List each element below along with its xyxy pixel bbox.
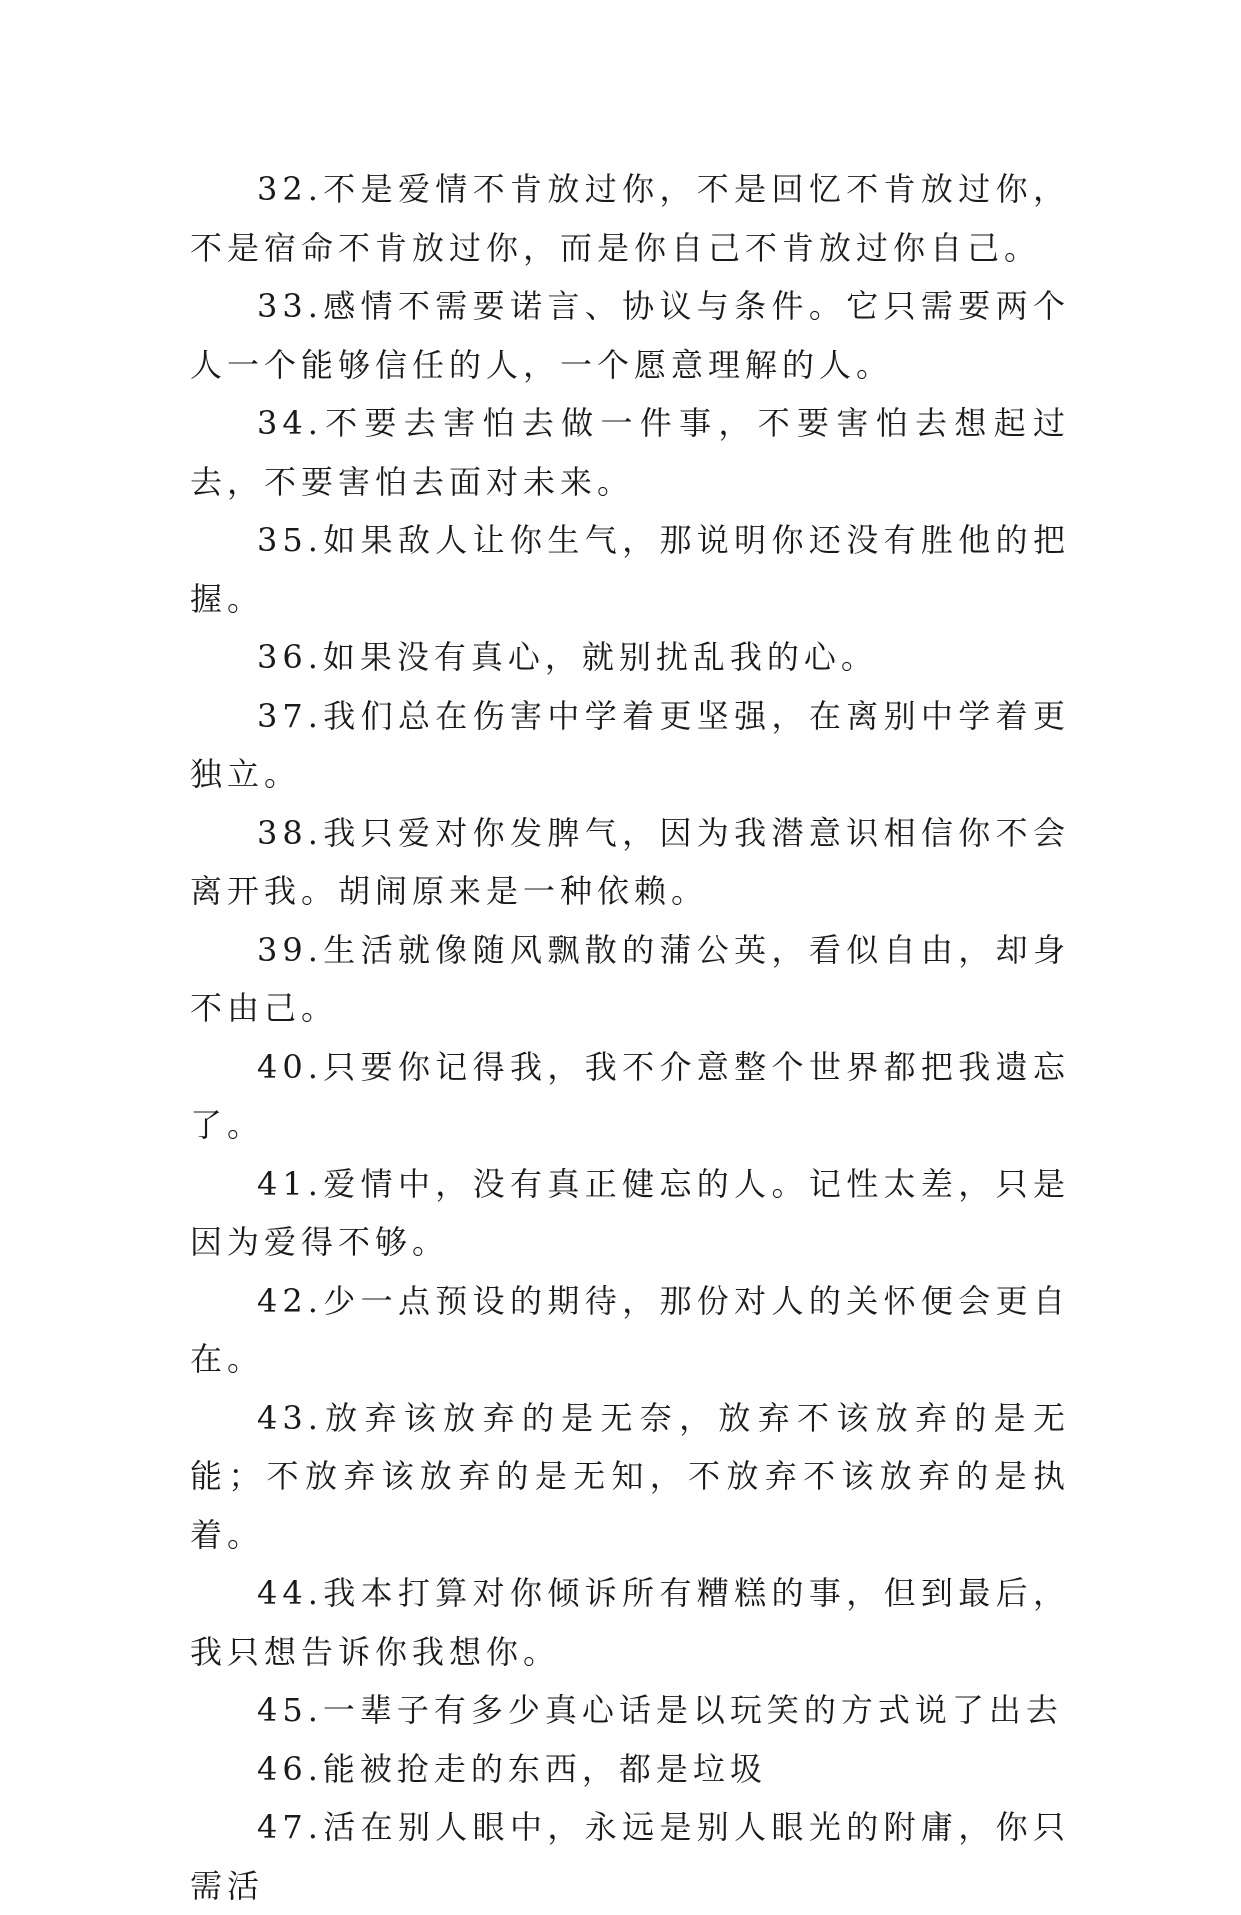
paragraph-37: 37.我们总在伤害中学着更坚强，在离别中学着更独立。 (190, 696, 1070, 793)
paragraph-44: 44.我本打算对你倾诉所有糟糕的事，但到最后，我只想告诉你我想你。 (190, 1574, 1070, 1671)
paragraph-36: 36.如果没有真心，就别扰乱我的心。 (257, 638, 878, 676)
paragraph-35: 35.如果敌人让你生气，那说明你还没有胜他的把握。 (190, 521, 1070, 618)
paragraph-32: 32.不是爱情不肯放过你，不是回忆不肯放过你，不是宿命不肯放过你，而是你自己不肯放过你自己。 (190, 170, 1070, 267)
paragraph-47: 47.活在别人眼中，永远是别人眼光的附庸，你只需活 (190, 1808, 1070, 1905)
paragraph-34: 34.不要去害怕去做一件事，不要害怕去想起过去，不要害怕去面对未来。 (190, 404, 1070, 501)
paragraph-42: 42.少一点预设的期待，那份对人的关怀便会更自在。 (190, 1281, 1070, 1378)
paragraph-46: 46.能被抢走的东西，都是垃圾 (257, 1749, 767, 1788)
paragraph-45: 45.一辈子有多少真心话是以玩笑的方式说了出去 (257, 1691, 1063, 1729)
paragraph-33: 33.感情不需要诺言、协议与条件。它只需要两个人一个能够信任的人，一个愿意理解的人。 (190, 287, 1070, 384)
paragraph-40: 40.只要你记得我，我不介意整个世界都把我遗忘了。 (190, 1047, 1070, 1144)
paragraph-38: 38.我只爱对你发脾气，因为我潜意识相信你不会离开我。胡闹原来是一种依赖。 (190, 813, 1070, 910)
paragraph-39: 39.生活就像随风飘散的蒲公英，看似自由，却身不由己。 (190, 930, 1070, 1027)
document-body (190, 160, 1070, 1915)
paragraph-41: 41.爱情中，没有真正健忘的人。记性太差，只是因为爱得不够。 (190, 1164, 1070, 1261)
paragraph-43: 43.放弃该放弃的是无奈，放弃不该放弃的是无能；不放弃该放弃的是无知，不放弃不该放弃的是执着。 (190, 1398, 1070, 1554)
